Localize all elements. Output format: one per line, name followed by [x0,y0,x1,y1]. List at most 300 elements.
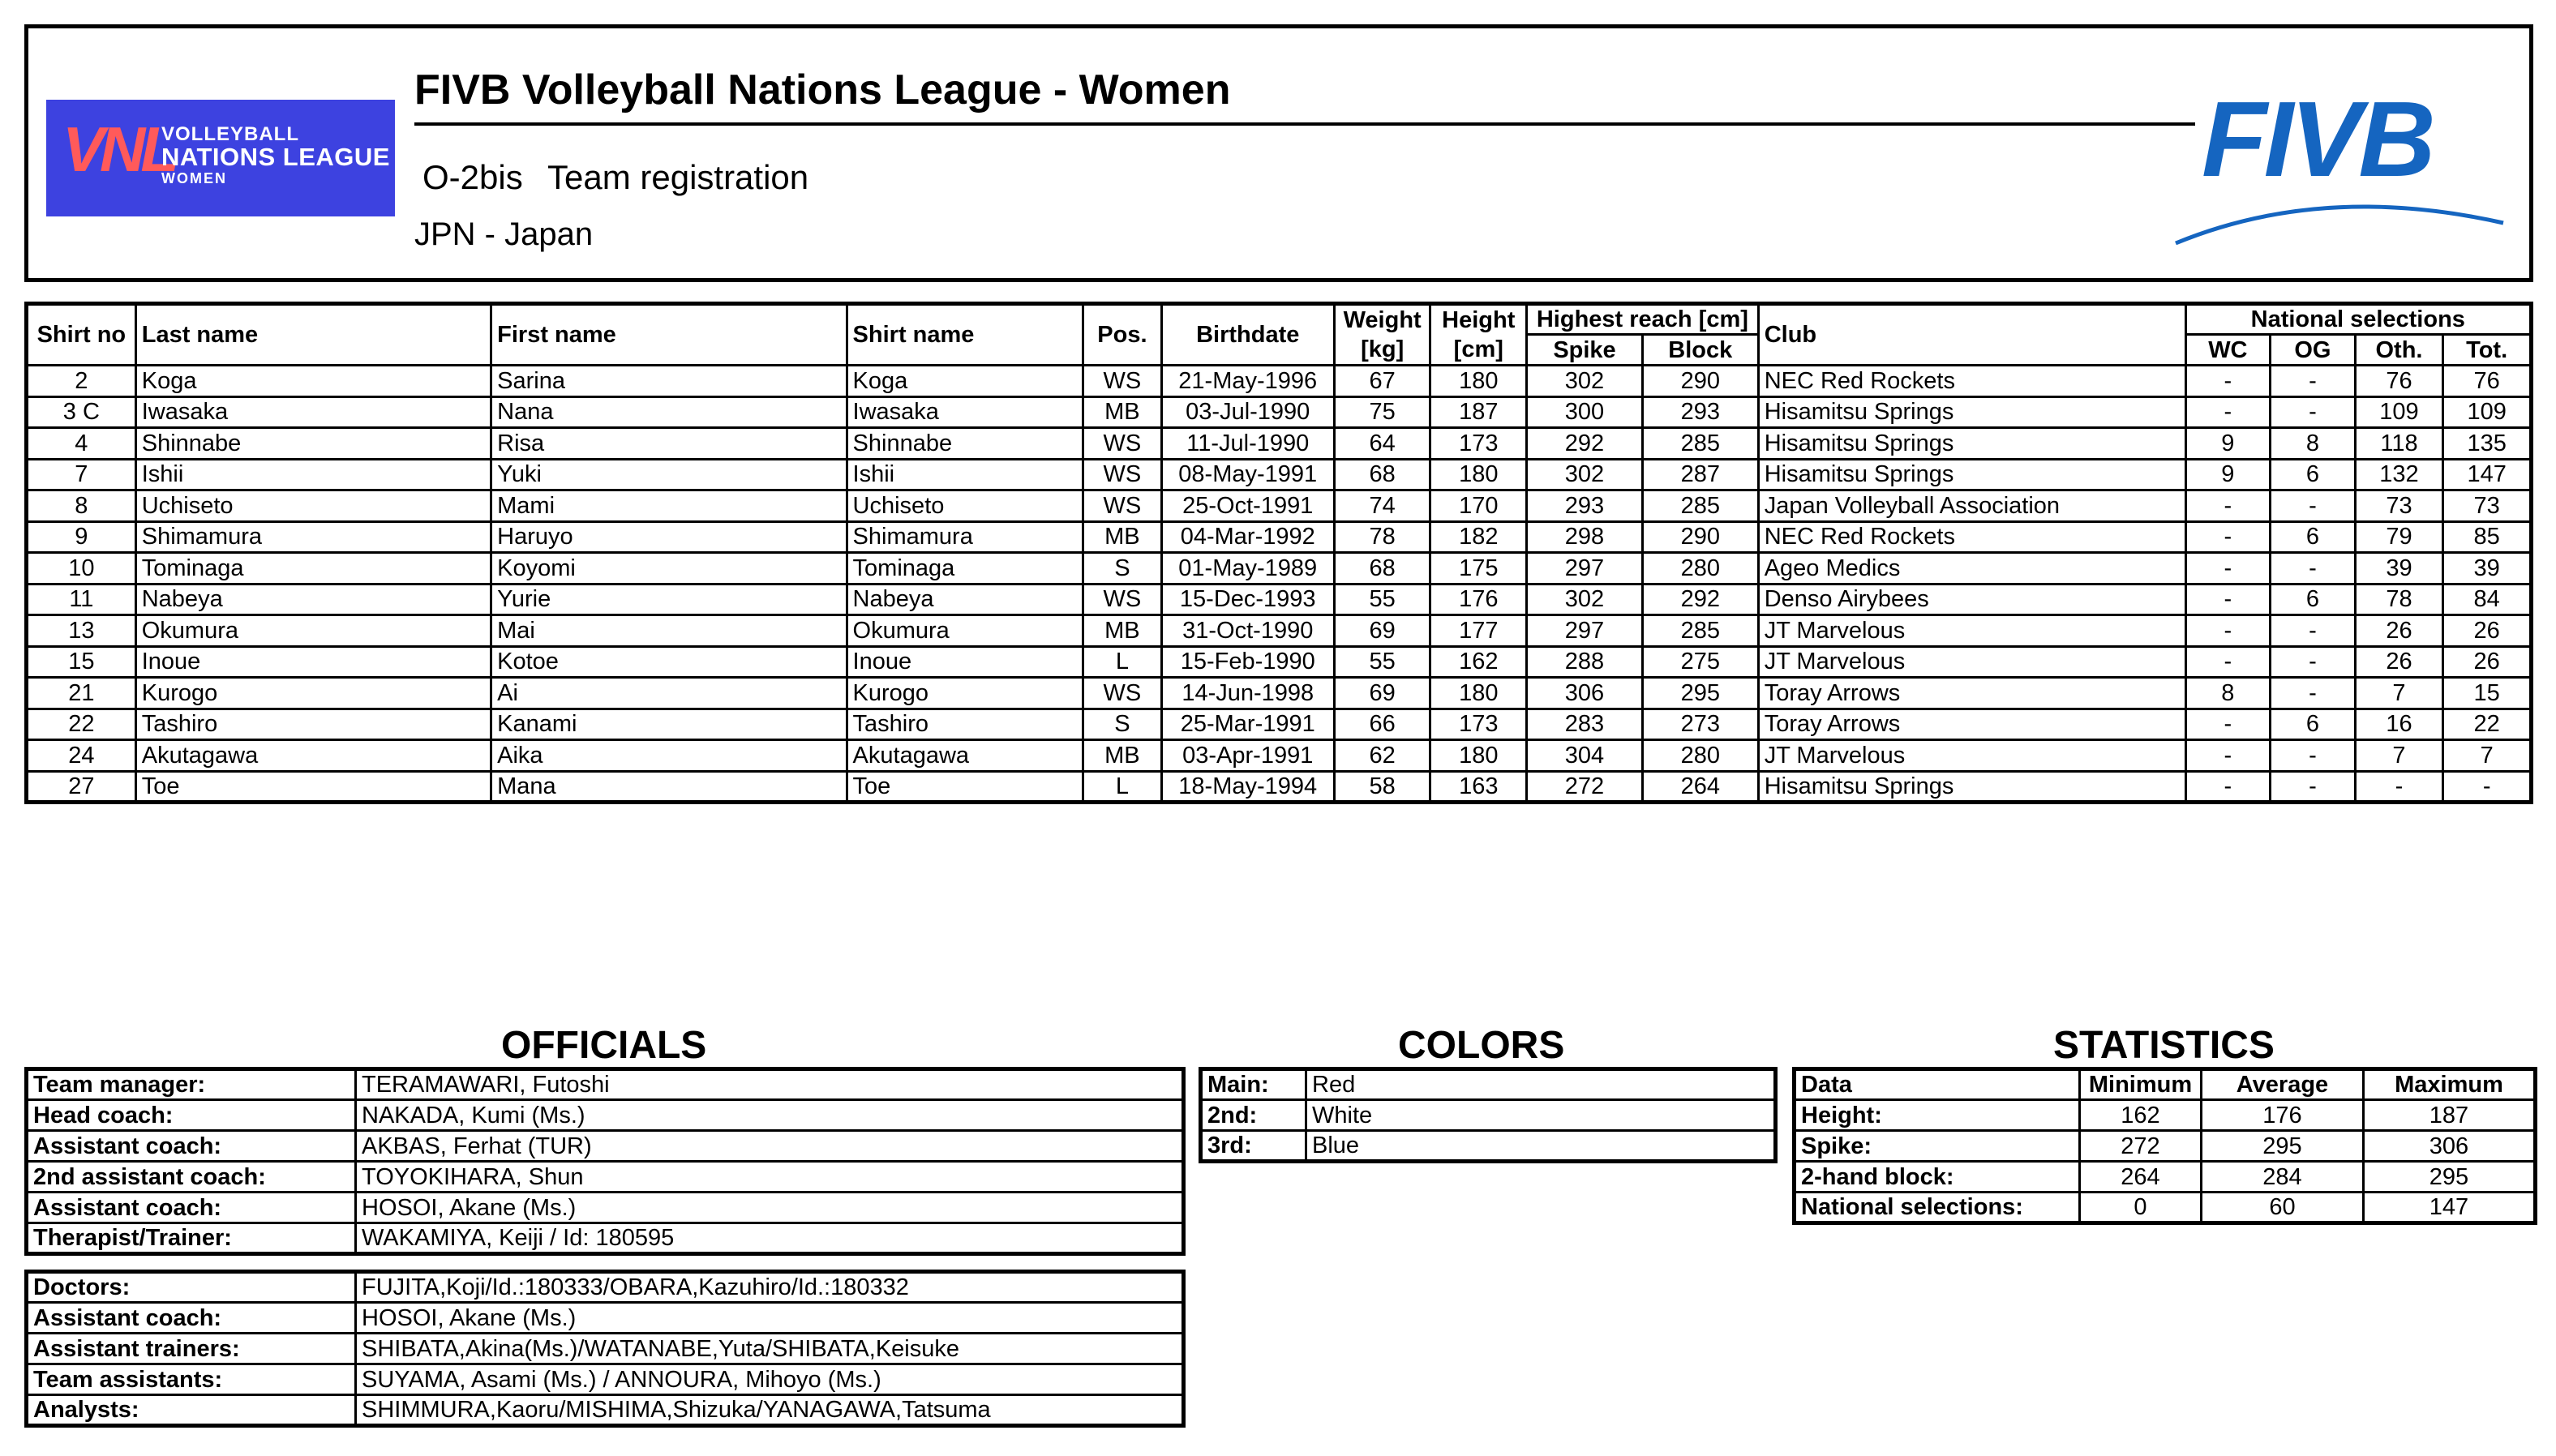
official-row-label: Team manager: [27,1069,356,1100]
player-wc: 8 [2185,678,2271,709]
player-tot: 84 [2443,584,2532,615]
official-row-value: FUJITA,Koji/Id.:180333/OBARA,Kazuhiro/Id.:180332 [356,1272,1184,1303]
official-row-label: Assistant trainers: [27,1334,356,1364]
player-shirt-no: 24 [27,740,136,772]
player-oth: 118 [2355,428,2443,460]
player-position: WS [1083,678,1162,709]
official-row-value: NAKADA, Kumi (Ms.) [356,1100,1184,1131]
player-tot: 7 [2443,740,2532,772]
player-og: 6 [2271,459,2356,490]
players-header-row [27,304,2532,335]
player-shirt-name: Akutagawa [847,740,1083,772]
player-block: 280 [1642,553,1758,585]
player-first-name: Mami [491,490,847,522]
player-row [27,428,2532,460]
official-row [27,1334,1184,1364]
player-tot: 109 [2443,396,2532,428]
player-birthdate: 08-May-1991 [1161,459,1334,490]
player-wc: - [2185,490,2271,522]
officials-primary-body [27,1069,1184,1254]
player-tot: 147 [2443,459,2532,490]
team-name: JPN - Japan [414,216,594,252]
statistics-row [1795,1131,2536,1162]
player-last-name: Okumura [135,615,491,647]
col-oth: Oth. [2355,335,2443,366]
player-height: 173 [1430,428,1527,460]
player-spike: 292 [1527,428,1643,460]
player-shirt-no: 4 [27,428,136,460]
player-block: 290 [1642,521,1758,553]
col-tot: Tot. [2443,335,2532,366]
player-tot: 39 [2443,553,2532,585]
player-tot: 76 [2443,366,2532,397]
player-wc: - [2185,615,2271,647]
official-row [27,1069,1184,1100]
official-row-label: Assistant coach: [27,1303,356,1334]
player-og: - [2271,615,2356,647]
col-birthdate: Birthdate [1161,304,1334,366]
player-first-name: Ai [491,678,847,709]
document-header [24,24,2533,282]
player-tot: 26 [2443,646,2532,678]
color-row-value: Blue [1306,1131,1776,1162]
vnl-logo-line2: NATIONS LEAGUE [161,143,390,172]
stat-col-minimum: Minimum [2080,1069,2202,1100]
official-row-label: Assistant coach: [27,1131,356,1162]
player-position: WS [1083,490,1162,522]
statistics-table [1792,1067,2537,1225]
statistics-body [1795,1100,2536,1223]
vnl-logo-text [161,124,390,186]
player-position: MB [1083,396,1162,428]
player-og: - [2271,771,2356,803]
player-row [27,709,2532,740]
player-club: JT Marvelous [1758,740,2185,772]
color-row-label: 2nd: [1201,1100,1306,1131]
player-height: 180 [1430,740,1527,772]
player-first-name: Mai [491,615,847,647]
player-position: L [1083,646,1162,678]
vnl-logo-mark: VNL [62,113,174,185]
official-row-label: Doctors: [27,1272,356,1303]
col-height-unit: [cm] [1430,335,1527,366]
player-shirt-name: Kurogo [847,678,1083,709]
player-last-name: Ishii [135,459,491,490]
player-position: WS [1083,459,1162,490]
officials-secondary-body [27,1272,1184,1426]
player-shirt-name: Iwasaka [847,396,1083,428]
player-last-name: Nabeya [135,584,491,615]
player-club: Ageo Medics [1758,553,2185,585]
player-birthdate: 14-Jun-1998 [1161,678,1334,709]
player-last-name: Tashiro [135,709,491,740]
player-spike: 272 [1527,771,1643,803]
stat-label: 2-hand block: [1795,1162,2080,1193]
player-shirt-no: 10 [27,553,136,585]
official-row-label: Team assistants: [27,1364,356,1395]
player-height: 177 [1430,615,1527,647]
stat-minimum: 0 [2080,1193,2202,1223]
player-wc: - [2185,396,2271,428]
official-row-label: Assistant coach: [27,1193,356,1223]
stat-average: 295 [2202,1131,2364,1162]
player-block: 287 [1642,459,1758,490]
player-tot: 85 [2443,521,2532,553]
player-block: 290 [1642,366,1758,397]
player-oth: 7 [2355,740,2443,772]
col-block: Block [1642,335,1758,366]
player-og: - [2271,740,2356,772]
player-block: 295 [1642,678,1758,709]
player-club: NEC Red Rockets [1758,366,2185,397]
player-birthdate: 03-Jul-1990 [1161,396,1334,428]
player-shirt-no: 2 [27,366,136,397]
official-row-value: TOYOKIHARA, Shun [356,1162,1184,1193]
player-position: S [1083,709,1162,740]
player-shirt-name: Shimamura [847,521,1083,553]
stat-average: 60 [2202,1193,2364,1223]
player-row [27,553,2532,585]
player-position: WS [1083,584,1162,615]
player-weight: 58 [1334,771,1430,803]
player-weight: 68 [1334,459,1430,490]
official-row-value: AKBAS, Ferhat (TUR) [356,1131,1184,1162]
col-weight: Weight [1334,304,1430,335]
player-last-name: Akutagawa [135,740,491,772]
player-wc: - [2185,521,2271,553]
player-spike: 300 [1527,396,1643,428]
player-spike: 304 [1527,740,1643,772]
player-shirt-no: 9 [27,521,136,553]
player-oth: 16 [2355,709,2443,740]
player-wc: - [2185,709,2271,740]
title-divider [414,122,2195,126]
player-last-name: Shinnabe [135,428,491,460]
player-last-name: Toe [135,771,491,803]
player-position: L [1083,771,1162,803]
player-weight: 68 [1334,553,1430,585]
player-club: JT Marvelous [1758,615,2185,647]
stat-minimum: 272 [2080,1131,2202,1162]
player-last-name: Koga [135,366,491,397]
colors-title: COLORS [1398,1024,1565,1067]
player-birthdate: 01-May-1989 [1161,553,1334,585]
player-position: WS [1083,428,1162,460]
color-row [1201,1131,1776,1162]
official-row-value: HOSOI, Akane (Ms.) [356,1193,1184,1223]
player-position: S [1083,553,1162,585]
player-shirt-name: Nabeya [847,584,1083,615]
form-name: Team registration [547,158,809,196]
player-oth: 79 [2355,521,2443,553]
player-oth: 39 [2355,553,2443,585]
color-row [1201,1069,1776,1100]
player-shirt-name: Tashiro [847,709,1083,740]
stat-maximum: 295 [2364,1162,2536,1193]
player-weight: 67 [1334,366,1430,397]
player-block: 293 [1642,396,1758,428]
player-shirt-no: 13 [27,615,136,647]
official-row [27,1193,1184,1223]
player-row [27,584,2532,615]
player-height: 187 [1430,396,1527,428]
player-birthdate: 04-Mar-1992 [1161,521,1334,553]
player-row [27,490,2532,522]
player-club: Hisamitsu Springs [1758,396,2185,428]
player-oth: 132 [2355,459,2443,490]
color-row-label: 3rd: [1201,1131,1306,1162]
col-national-selections: National selections [2185,304,2531,335]
player-height: 162 [1430,646,1527,678]
player-club: Hisamitsu Springs [1758,428,2185,460]
player-og: - [2271,396,2356,428]
col-height: Height [1430,304,1527,335]
player-shirt-no: 21 [27,678,136,709]
player-og: - [2271,366,2356,397]
fivb-logo [2169,85,2510,263]
player-oth: 26 [2355,646,2443,678]
player-club: Toray Arrows [1758,709,2185,740]
players-body [27,366,2532,803]
stat-col-maximum: Maximum [2364,1069,2536,1100]
player-spike: 293 [1527,490,1643,522]
colors-table [1199,1067,1778,1163]
player-shirt-name: Tominaga [847,553,1083,585]
statistics-row [1795,1162,2536,1193]
player-shirt-name: Okumura [847,615,1083,647]
player-club: Toray Arrows [1758,678,2185,709]
player-first-name: Nana [491,396,847,428]
player-og: 6 [2271,709,2356,740]
stat-label: National selections: [1795,1193,2080,1223]
player-spike: 302 [1527,366,1643,397]
player-position: MB [1083,740,1162,772]
player-weight: 69 [1334,615,1430,647]
col-last-name: Last name [135,304,491,366]
page-title: FIVB Volleyball Nations League - Women [414,66,1231,113]
official-row-value: HOSOI, Akane (Ms.) [356,1303,1184,1334]
stat-maximum: 187 [2364,1100,2536,1131]
stat-maximum: 147 [2364,1193,2536,1223]
official-row [27,1100,1184,1131]
col-highest-reach: Highest reach [cm] [1527,304,1759,335]
player-first-name: Koyomi [491,553,847,585]
player-block: 285 [1642,428,1758,460]
player-weight: 62 [1334,740,1430,772]
player-height: 173 [1430,709,1527,740]
color-row-label: Main: [1201,1069,1306,1100]
col-weight-unit: [kg] [1334,335,1430,366]
player-first-name: Kanami [491,709,847,740]
player-weight: 78 [1334,521,1430,553]
official-row-value: TERAMAWARI, Futoshi [356,1069,1184,1100]
player-position: MB [1083,615,1162,647]
player-first-name: Aika [491,740,847,772]
player-height: 163 [1430,771,1527,803]
stat-label: Height: [1795,1100,2080,1131]
player-shirt-name: Ishii [847,459,1083,490]
player-block: 275 [1642,646,1758,678]
player-last-name: Tominaga [135,553,491,585]
player-shirt-no: 7 [27,459,136,490]
player-spike: 298 [1527,521,1643,553]
player-block: 285 [1642,615,1758,647]
color-row-value: Red [1306,1069,1776,1100]
official-row [27,1364,1184,1395]
col-first-name: First name [491,304,847,366]
player-oth: - [2355,771,2443,803]
players-table [24,302,2533,804]
player-wc: - [2185,771,2271,803]
player-first-name: Mana [491,771,847,803]
player-birthdate: 25-Oct-1991 [1161,490,1334,522]
player-first-name: Haruyo [491,521,847,553]
official-row [27,1303,1184,1334]
player-spike: 297 [1527,553,1643,585]
player-birthdate: 21-May-1996 [1161,366,1334,397]
player-first-name: Yurie [491,584,847,615]
player-tot: - [2443,771,2532,803]
player-og: 8 [2271,428,2356,460]
player-row [27,366,2532,397]
player-first-name: Sarina [491,366,847,397]
statistics-row [1795,1100,2536,1131]
player-shirt-no: 27 [27,771,136,803]
official-row [27,1223,1184,1254]
fivb-logo-text: FIVB [2202,85,2433,199]
player-wc: - [2185,553,2271,585]
player-height: 175 [1430,553,1527,585]
player-height: 182 [1430,521,1527,553]
stat-col-data: Data [1795,1069,2080,1100]
player-block: 292 [1642,584,1758,615]
player-wc: - [2185,366,2271,397]
player-height: 180 [1430,459,1527,490]
col-og: OG [2271,335,2356,366]
player-row [27,615,2532,647]
player-club: NEC Red Rockets [1758,521,2185,553]
player-block: 280 [1642,740,1758,772]
player-oth: 73 [2355,490,2443,522]
player-og: - [2271,553,2356,585]
color-row [1201,1100,1776,1131]
player-club: Hisamitsu Springs [1758,771,2185,803]
player-shirt-no: 15 [27,646,136,678]
stat-average: 176 [2202,1100,2364,1131]
player-birthdate: 03-Apr-1991 [1161,740,1334,772]
player-og: - [2271,490,2356,522]
player-tot: 15 [2443,678,2532,709]
vnl-logo [46,100,395,216]
player-wc: - [2185,584,2271,615]
player-first-name: Yuki [491,459,847,490]
statistics-header-row [1795,1069,2536,1100]
player-birthdate: 15-Dec-1993 [1161,584,1334,615]
player-shirt-name: Inoue [847,646,1083,678]
official-row-label: Therapist/Trainer: [27,1223,356,1254]
player-tot: 22 [2443,709,2532,740]
official-row [27,1162,1184,1193]
col-shirt-no: Shirt no [27,304,136,366]
col-spike: Spike [1527,335,1643,366]
player-og: 6 [2271,521,2356,553]
player-spike: 288 [1527,646,1643,678]
color-row-value: White [1306,1100,1776,1131]
col-position: Pos. [1083,304,1162,366]
player-og: - [2271,646,2356,678]
stat-minimum: 162 [2080,1100,2202,1131]
player-row [27,646,2532,678]
player-shirt-name: Uchiseto [847,490,1083,522]
player-shirt-no: 22 [27,709,136,740]
vnl-logo-line3: WOMEN [161,169,227,186]
official-row-value: SUYAMA, Asami (Ms.) / ANNOURA, Mihoyo (Ms.) [356,1364,1184,1395]
player-height: 170 [1430,490,1527,522]
player-oth: 76 [2355,366,2443,397]
player-spike: 302 [1527,459,1643,490]
player-oth: 109 [2355,396,2443,428]
player-last-name: Shimamura [135,521,491,553]
player-weight: 74 [1334,490,1430,522]
official-row-label: Head coach: [27,1100,356,1131]
officials-table-secondary [24,1270,1186,1428]
player-shirt-name: Koga [847,366,1083,397]
player-row [27,396,2532,428]
player-club: Hisamitsu Springs [1758,459,2185,490]
player-wc: 9 [2185,459,2271,490]
official-row-value: WAKAMIYA, Keiji / Id: 180595 [356,1223,1184,1254]
player-first-name: Kotoe [491,646,847,678]
stat-average: 284 [2202,1162,2364,1193]
player-birthdate: 25-Mar-1991 [1161,709,1334,740]
fivb-logo-swoosh [2176,207,2503,243]
official-row-value: SHIMMURA,Kaoru/MISHIMA,Shizuka/YANAGAWA,Tatsuma [356,1395,1184,1426]
officials-title: OFFICIALS [501,1024,707,1067]
player-club: Denso Airybees [1758,584,2185,615]
player-block: 264 [1642,771,1758,803]
official-row [27,1272,1184,1303]
player-position: MB [1083,521,1162,553]
player-last-name: Kurogo [135,678,491,709]
player-position: WS [1083,366,1162,397]
player-oth: 78 [2355,584,2443,615]
player-club: Japan Volleyball Association [1758,490,2185,522]
player-birthdate: 18-May-1994 [1161,771,1334,803]
player-last-name: Inoue [135,646,491,678]
player-height: 176 [1430,584,1527,615]
player-height: 180 [1430,366,1527,397]
player-shirt-no: 11 [27,584,136,615]
player-oth: 26 [2355,615,2443,647]
player-tot: 73 [2443,490,2532,522]
player-last-name: Uchiseto [135,490,491,522]
stat-maximum: 306 [2364,1131,2536,1162]
player-block: 273 [1642,709,1758,740]
player-shirt-name: Shinnabe [847,428,1083,460]
colors-body [1201,1069,1776,1162]
official-row-value: SHIBATA,Akina(Ms.)/WATANABE,Yuta/SHIBATA,Keisuke [356,1334,1184,1364]
player-row [27,521,2532,553]
player-row [27,740,2532,772]
player-wc: - [2185,646,2271,678]
player-weight: 55 [1334,584,1430,615]
player-tot: 26 [2443,615,2532,647]
stat-label: Spike: [1795,1131,2080,1162]
player-weight: 69 [1334,678,1430,709]
statistics-row [1795,1193,2536,1223]
player-spike: 283 [1527,709,1643,740]
player-first-name: Risa [491,428,847,460]
